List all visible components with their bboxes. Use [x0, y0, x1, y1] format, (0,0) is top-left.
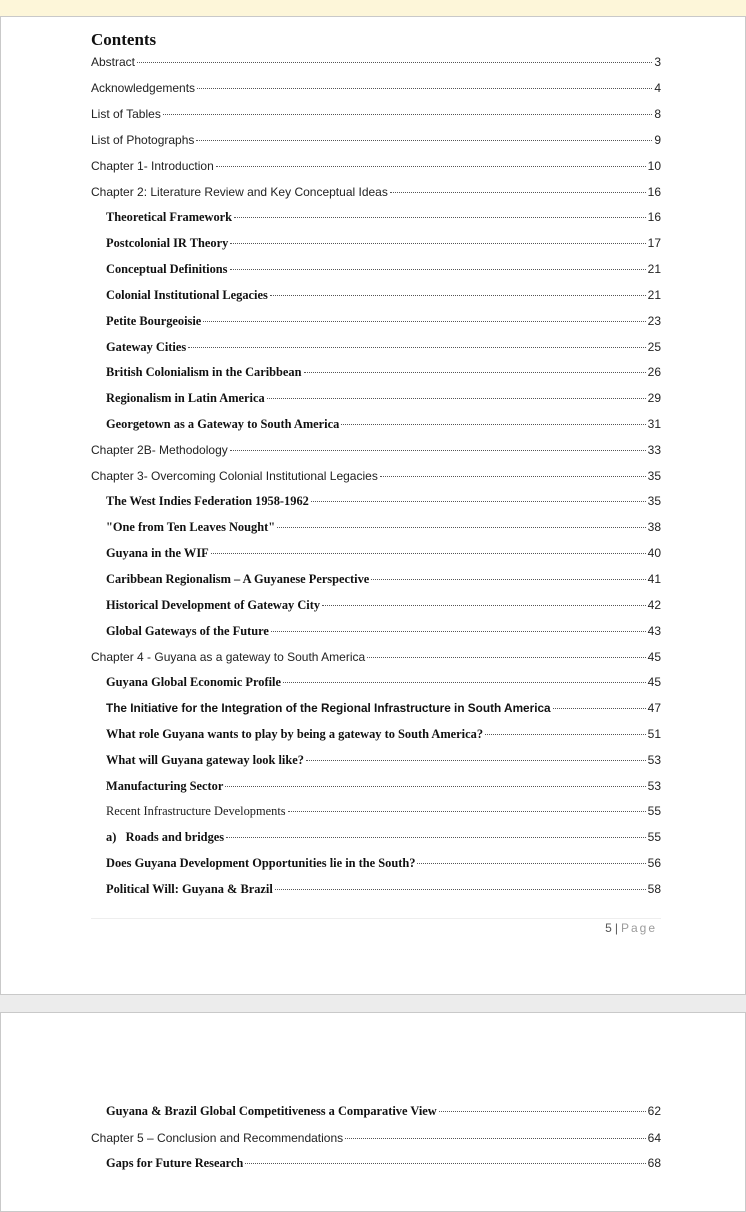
toc-entry-title: Postcolonial IR Theory — [106, 236, 229, 250]
toc-entry-title: What will Guyana gateway look like? — [106, 753, 304, 767]
toc-entry-title: Chapter 5 – Conclusion and Recommendations — [91, 1131, 344, 1145]
toc-entry-title: Does Guyana Development Opportunities lie in the South? — [106, 856, 416, 870]
page-number: 5 — [605, 921, 612, 935]
toc-entry-page: 16 — [647, 185, 661, 199]
toc-leader — [196, 140, 652, 141]
toc-entry-recent-infrastructure[interactable] — [106, 804, 661, 819]
toc-entry-title: Guyana Global Economic Profile — [106, 675, 281, 689]
toc-leader — [216, 166, 646, 167]
toc-entry-page: 10 — [647, 159, 661, 173]
toc-entry-page: 47 — [647, 701, 661, 715]
toc-entry-regionalism-latin-america[interactable] — [106, 391, 661, 406]
toc-leader — [225, 786, 645, 787]
toc-leader — [163, 114, 652, 115]
page-number-footer — [605, 921, 657, 935]
toc-entry-historical-development[interactable] — [106, 598, 661, 613]
toc-entry-page: 45 — [647, 675, 661, 689]
toc-leader — [197, 88, 652, 89]
toc-entry-roads-and-bridges[interactable] — [106, 830, 661, 845]
toc-entry-global-competitiveness[interactable] — [106, 1104, 661, 1119]
toc-entry-political-will[interactable] — [106, 882, 661, 897]
toc-entry-title: Colonial Institutional Legacies — [106, 288, 268, 302]
toc-leader — [230, 243, 645, 244]
toc-leader — [345, 1138, 645, 1139]
toc-entry-page: 21 — [647, 262, 661, 276]
toc-entry-title: Guyana & Brazil Global Competitiveness a Comparative View — [106, 1104, 437, 1118]
toc-entry-page: 43 — [647, 624, 661, 638]
toc-leader — [380, 476, 646, 477]
toc-entry-title: Gateway Cities — [106, 340, 187, 354]
toc-entry-caribbean-regionalism[interactable] — [106, 572, 661, 587]
viewer-top-bar — [0, 0, 746, 17]
toc-entry-page: 9 — [654, 133, 661, 147]
toc-entry-iirsa[interactable] — [106, 701, 661, 715]
toc-entry-title: Caribbean Regionalism – A Guyanese Perspective — [106, 572, 370, 586]
toc-leader — [230, 450, 646, 451]
toc-entry-title: Conceptual Definitions — [106, 262, 228, 276]
toc-entry-title: The West Indies Federation 1958-1962 — [106, 494, 309, 508]
toc-entry-chapter-2[interactable] — [91, 185, 661, 199]
toc-entry-conceptual-definitions[interactable] — [106, 262, 661, 277]
toc-entry-list-of-tables[interactable] — [91, 107, 661, 121]
toc-entry-list-of-photographs[interactable] — [91, 133, 661, 147]
toc-leader — [439, 1111, 646, 1112]
toc-leader — [245, 1163, 645, 1164]
toc-entry-title: List of Photographs — [91, 133, 195, 147]
footer-divider — [91, 918, 661, 919]
toc-entry-georgetown-gateway[interactable] — [106, 417, 661, 432]
toc-entry-title: Georgetown as a Gateway to South America — [106, 417, 340, 431]
toc-entry-what-role[interactable] — [106, 727, 661, 742]
toc-entry-title: Petite Bourgeoisie — [106, 314, 202, 328]
toc-entry-chapter-4[interactable] — [91, 650, 661, 664]
toc-entry-development-opportunities[interactable] — [106, 856, 661, 871]
toc-entry-west-indies-federation[interactable] — [106, 494, 661, 509]
toc-leader — [267, 398, 646, 399]
toc-entry-page: 21 — [647, 288, 661, 302]
toc-entry-page: 68 — [647, 1156, 661, 1170]
toc-leader — [371, 579, 645, 580]
toc-entry-manufacturing-sector[interactable] — [106, 779, 661, 794]
toc-entry-postcolonial-ir-theory[interactable] — [106, 236, 661, 251]
toc-entry-chapter-5[interactable] — [91, 1131, 661, 1145]
toc-leader — [226, 837, 646, 838]
toc-entry-page: 16 — [647, 210, 661, 224]
toc-entry-title: Chapter 3- Overcoming Colonial Institutional Legacies — [91, 469, 378, 483]
toc-entry-page: 58 — [647, 882, 661, 896]
toc-leader — [390, 192, 646, 193]
toc-leader — [271, 631, 646, 632]
toc-entry-page: 8 — [654, 107, 661, 121]
toc-leader — [275, 889, 646, 890]
toc-entry-title: Theoretical Framework — [106, 210, 233, 224]
toc-entry-title: "One from Ten Leaves Nought" — [106, 520, 276, 534]
toc-entry-page: 42 — [647, 598, 661, 612]
toc-entry-page: 56 — [647, 856, 661, 870]
toc-entry-page: 53 — [647, 779, 661, 793]
toc-entry-title: Gaps for Future Research — [106, 1156, 244, 1170]
toc-entry-title: Global Gateways of the Future — [106, 624, 269, 638]
toc-entry-page: 55 — [647, 830, 661, 844]
toc-entry-page: 17 — [647, 236, 661, 250]
toc-entry-page: 23 — [647, 314, 661, 328]
toc-entry-page: 26 — [647, 365, 661, 379]
toc-entry-title: The Initiative for the Integration of the Regional Infrastructure in South America — [106, 701, 551, 715]
toc-entry-page: 55 — [647, 804, 661, 818]
toc-entry-page: 33 — [647, 443, 661, 457]
toc-entry-colonial-institutional-legacies[interactable] — [106, 288, 661, 303]
toc-entry-title: What role Guyana wants to play by being a gateway to South America? — [106, 727, 484, 741]
toc-entry-one-from-ten[interactable] — [106, 520, 661, 535]
toc-entry-title: Chapter 2: Literature Review and Key Conceptual Ideas — [91, 185, 388, 199]
document-page-5 — [0, 16, 746, 995]
toc-entry-abstract[interactable] — [91, 55, 661, 69]
toc-entry-title: Chapter 1- Introduction — [91, 159, 214, 173]
toc-entry-page: 51 — [647, 727, 661, 741]
toc-leader — [553, 708, 646, 709]
toc-entry-title: Guyana in the WIF — [106, 546, 209, 560]
toc-leader — [417, 863, 645, 864]
toc-entry-british-colonialism[interactable] — [106, 365, 661, 380]
toc-entry-what-will-gateway-look-like[interactable] — [106, 753, 661, 768]
toc-entry-title: a) Roads and bridges — [106, 830, 225, 844]
toc-entry-chapter-3[interactable] — [91, 469, 661, 483]
page-word: Page — [620, 921, 657, 935]
toc-entry-guyana-in-wif[interactable] — [106, 546, 661, 561]
toc-entry-page: 35 — [647, 494, 661, 508]
toc-entry-global-gateways[interactable] — [106, 624, 661, 639]
toc-entry-page: 3 — [654, 55, 661, 69]
toc-entry-title: Regionalism in Latin America — [106, 391, 265, 405]
toc-leader — [230, 269, 646, 270]
toc-leader — [270, 295, 646, 296]
toc-leader — [137, 62, 652, 63]
toc-entry-page: 64 — [647, 1131, 661, 1145]
toc-entry-page: 25 — [647, 340, 661, 354]
toc-leader — [341, 424, 645, 425]
toc-entry-chapter-1[interactable] — [91, 159, 661, 173]
page-number-separator: | — [614, 921, 618, 935]
toc-entry-acknowledgements[interactable] — [91, 81, 661, 95]
toc-leader — [311, 501, 646, 502]
toc-leader — [306, 760, 646, 761]
toc-entry-title: Acknowledgements — [91, 81, 196, 95]
page-title: Contents — [91, 30, 157, 49]
toc-entry-petite-bourgeoisie[interactable] — [106, 314, 661, 329]
toc-entry-page: 4 — [654, 81, 661, 95]
toc-entry-chapter-2b[interactable] — [91, 443, 661, 457]
toc-entry-page: 35 — [647, 469, 661, 483]
toc-entry-title: Chapter 2B- Methodology — [91, 443, 228, 457]
toc-entry-title: Political Will: Guyana & Brazil — [106, 882, 273, 896]
document-page-6 — [0, 1012, 746, 1212]
toc-leader — [367, 657, 645, 658]
toc-leader — [304, 372, 646, 373]
toc-leader — [211, 553, 646, 554]
toc-entry-page: 38 — [647, 520, 661, 534]
toc-entry-page: 40 — [647, 546, 661, 560]
toc-entry-gaps-future-research[interactable] — [106, 1156, 661, 1171]
toc-entry-title: Historical Development of Gateway City — [106, 598, 321, 612]
toc-entry-title: List of Tables — [91, 107, 161, 121]
toc-leader — [288, 811, 646, 812]
toc-entry-page: 41 — [647, 572, 661, 586]
toc-entry-theoretical-framework[interactable] — [106, 210, 661, 225]
toc-entry-economic-profile[interactable] — [106, 675, 661, 690]
toc-leader — [188, 347, 645, 348]
toc-entry-page: 31 — [647, 417, 661, 431]
toc-leader — [485, 734, 646, 735]
toc-leader — [283, 682, 646, 683]
toc-leader — [203, 321, 645, 322]
toc-entry-page: 62 — [647, 1104, 661, 1118]
toc-entry-page: 29 — [647, 391, 661, 405]
toc-leader — [322, 605, 646, 606]
toc-entry-gateway-cities[interactable] — [106, 340, 661, 355]
toc-entry-page: 45 — [647, 650, 661, 664]
toc-entry-title: Manufacturing Sector — [106, 779, 224, 793]
toc-leader — [277, 527, 646, 528]
toc-entry-title: British Colonialism in the Caribbean — [106, 365, 302, 379]
toc-entry-title: Chapter 4 - Guyana as a gateway to South America — [91, 650, 366, 664]
toc-leader — [234, 217, 646, 218]
toc-entry-page: 53 — [647, 753, 661, 767]
toc-entry-title: Abstract — [91, 55, 136, 69]
toc-entry-title: Recent Infrastructure Developments — [106, 804, 286, 818]
